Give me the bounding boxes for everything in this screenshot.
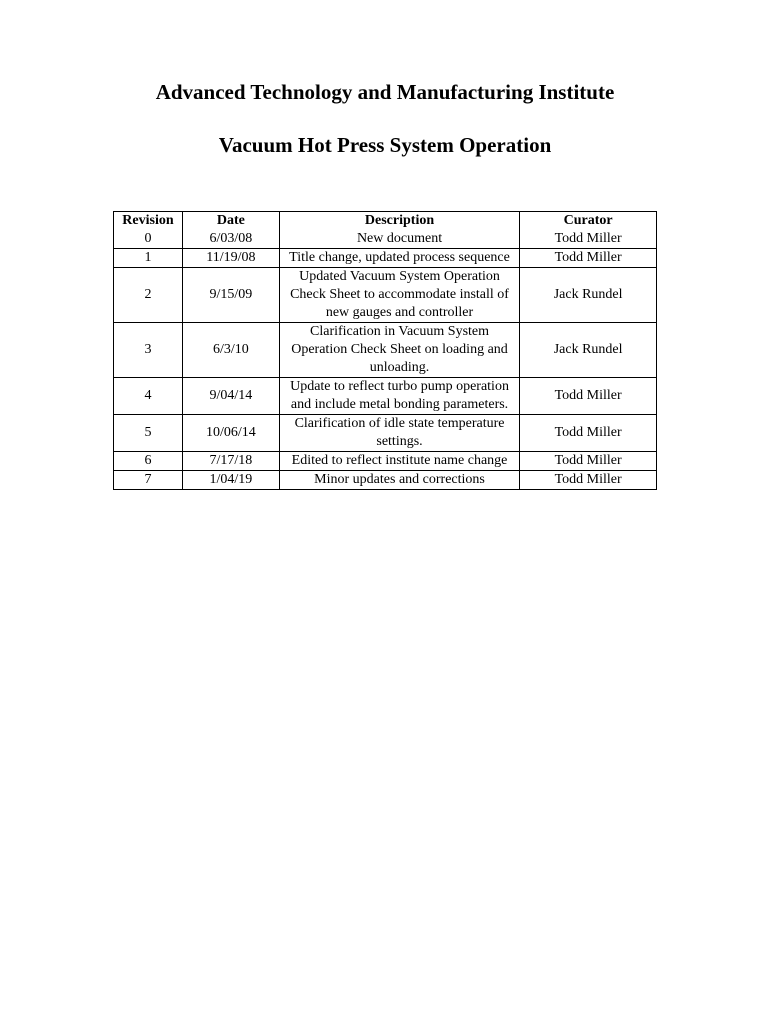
cell-date: 6/3/10	[182, 323, 279, 378]
cell-revision: 5	[114, 415, 183, 452]
cell-curator: Todd Miller	[520, 378, 657, 415]
cell-curator: Todd Miller	[520, 230, 657, 249]
table-header	[114, 212, 657, 231]
cell-curator: Todd Miller	[520, 452, 657, 471]
cell-description: Clarification of idle state temperature settings.	[279, 415, 519, 452]
cell-curator: Jack Rundel	[520, 323, 657, 378]
cell-description: Clarification in Vacuum System Operation Check Sheet on loading and unloading.	[279, 323, 519, 378]
document-subtitle: Vacuum Hot Press System Operation	[218, 133, 552, 157]
header-row	[114, 212, 657, 231]
cell-description: Title change, updated process sequence	[279, 249, 519, 268]
table-row	[114, 415, 657, 452]
cell-revision: 6	[114, 452, 183, 471]
cell-date: 11/19/08	[182, 249, 279, 268]
cell-revision: 4	[114, 378, 183, 415]
cell-revision: 7	[114, 471, 183, 490]
table-row	[114, 249, 657, 268]
cell-curator: Jack Rundel	[520, 268, 657, 323]
header-curator: Curator	[520, 212, 657, 231]
cell-description: Minor updates and corrections	[279, 471, 519, 490]
cell-description: Updated Vacuum System Operation Check Sheet to accommodate install of new gauges and controller	[279, 268, 519, 323]
table-row	[114, 452, 657, 471]
cell-curator: Todd Miller	[520, 471, 657, 490]
table-row	[114, 471, 657, 490]
document-title: Advanced Technology and Manufacturing Institute	[155, 80, 615, 104]
cell-revision: 0	[114, 230, 183, 249]
table-row	[114, 268, 657, 323]
cell-revision: 2	[114, 268, 183, 323]
cell-date: 6/03/08	[182, 230, 279, 249]
header-date: Date	[182, 212, 279, 231]
cell-revision: 3	[114, 323, 183, 378]
table-row	[114, 230, 657, 249]
revision-history-table	[113, 211, 657, 490]
header-revision: Revision	[114, 212, 183, 231]
header-description: Description	[279, 212, 519, 231]
cell-date: 7/17/18	[182, 452, 279, 471]
cell-date: 10/06/14	[182, 415, 279, 452]
table-row	[114, 323, 657, 378]
table-body	[114, 230, 657, 490]
cell-curator: Todd Miller	[520, 415, 657, 452]
cell-date: 1/04/19	[182, 471, 279, 490]
cell-date: 9/04/14	[182, 378, 279, 415]
table-row	[114, 378, 657, 415]
cell-description: Update to reflect turbo pump operation and include metal bonding parameters.	[279, 378, 519, 415]
cell-revision: 1	[114, 249, 183, 268]
cell-curator: Todd Miller	[520, 249, 657, 268]
cell-description: New document	[279, 230, 519, 249]
cell-date: 9/15/09	[182, 268, 279, 323]
cell-description: Edited to reflect institute name change	[279, 452, 519, 471]
